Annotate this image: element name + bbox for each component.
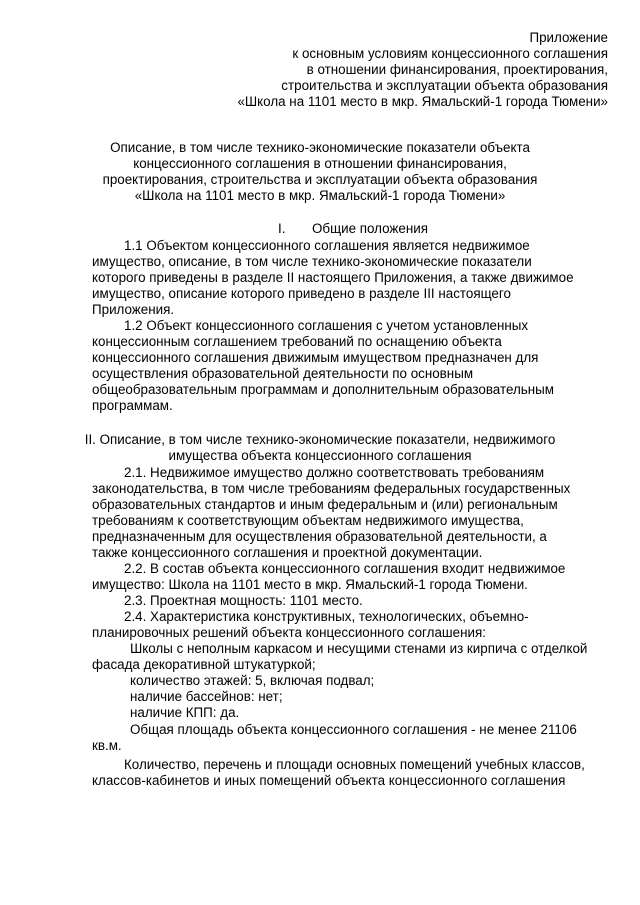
paragraph-line: 2.3. Проектная мощность: 1101 место. bbox=[124, 593, 363, 608]
paragraph-line: имущество: Школа на 1101 место в мкр. Ямальский-1 города Тюмени. bbox=[92, 577, 528, 592]
paragraph-line: программам. bbox=[92, 398, 173, 413]
paragraph-line: имущество, описание которого приведено в разделе III настоящего bbox=[92, 286, 511, 301]
paragraph-line: осуществления образовательной деятельности по основным bbox=[92, 366, 474, 381]
paragraph-line: 2.4. Характеристика конструктивных, технологических, объемно- bbox=[124, 609, 529, 624]
paragraph-line: классов-кабинетов и иных помещений объекта концессионного соглашения bbox=[92, 773, 566, 788]
appendix-title: Приложение bbox=[529, 30, 608, 45]
paragraph-line: Приложения. bbox=[92, 302, 175, 317]
paragraph-line: наличие бассейнов: нет; bbox=[130, 689, 283, 704]
paragraph-line: 1.1 Объектом концессионного соглашения является недвижимое bbox=[124, 238, 530, 253]
appendix-line: к основным условиям концессионного соглашения bbox=[292, 46, 608, 61]
doc-title-line: концессионного соглашения в отношении финансирования, bbox=[133, 156, 507, 171]
appendix-line: строительства и эксплуатации объекта образования bbox=[281, 78, 608, 93]
paragraph-line: концессионного соглашения движимым имуществом предназначен для bbox=[92, 350, 539, 365]
doc-title-line: Описание, в том числе технико-экономические показатели объекта bbox=[110, 140, 530, 155]
paragraph-line: Школы с неполным каркасом и несущими стенами из кирпича с отделкой bbox=[130, 641, 588, 656]
paragraph-line: наличие КПП: да. bbox=[130, 705, 240, 720]
doc-title-line: «Школа на 1101 место в мкр. Ямальский-1 города Тюмени» bbox=[134, 188, 506, 203]
section-heading: II. Описание, в том числе технико-экономические показатели, недвижимого bbox=[84, 432, 556, 447]
paragraph-line: планировочных решений объекта концессионного соглашения: bbox=[92, 625, 486, 640]
paragraph-line: количество этажей: 5, включая подвал; bbox=[130, 673, 375, 688]
paragraph-line: которого приведены в разделе II настоящего Приложения, а также движимое bbox=[92, 270, 574, 285]
paragraph-line: кв.м. bbox=[92, 738, 122, 753]
paragraph-line: концессионным соглашением требований по оснащению объекта bbox=[92, 334, 502, 349]
paragraph-line: Количество, перечень и площади основных помещений учебных классов, bbox=[124, 757, 585, 772]
paragraph-line: предназначенным для осуществления образовательной деятельности, а bbox=[92, 529, 547, 544]
paragraph-line: 1.2 Объект концессионного соглашения с учетом установленных bbox=[124, 318, 529, 333]
paragraph-line: 2.1. Недвижимое имущество должно соответствовать требованиям bbox=[124, 465, 545, 480]
paragraph-line: Общая площадь объекта концессионного соглашения - не менее 21106 bbox=[130, 722, 577, 737]
paragraph-line: общеобразовательным программам и дополнительным образовательным bbox=[92, 382, 554, 397]
appendix-line: «Школа на 1101 место в мкр. Ямальский-1 города Тюмени» bbox=[237, 94, 608, 109]
section-number: I. bbox=[278, 221, 286, 236]
paragraph-line: образовательных стандартов и иным федеральным и (или) региональным bbox=[92, 497, 558, 512]
appendix-line: в отношении финансирования, проектирования, bbox=[306, 62, 608, 77]
paragraph-line: требованиям к соответствующим объектам недвижимого имущества, bbox=[92, 513, 524, 528]
paragraph-line: 2.2. В состав объекта концессионного соглашения входит недвижимое bbox=[124, 561, 566, 576]
paragraph-line: законодательства, в том числе требованиям федеральных государственных bbox=[92, 481, 571, 496]
doc-title-line: проектирования, строительства и эксплуатации объекта образования bbox=[102, 172, 538, 187]
paragraph-line: имущество, описание, в том числе технико-экономические показатели bbox=[92, 254, 532, 269]
section-heading: Общие положения bbox=[312, 221, 428, 236]
section-heading: имущества объекта концессионного соглашения bbox=[168, 448, 472, 463]
paragraph-line: фасада декоративной штукатуркой; bbox=[92, 657, 316, 672]
paragraph-line: также концессионного соглашения и проектной документации. bbox=[92, 545, 483, 560]
